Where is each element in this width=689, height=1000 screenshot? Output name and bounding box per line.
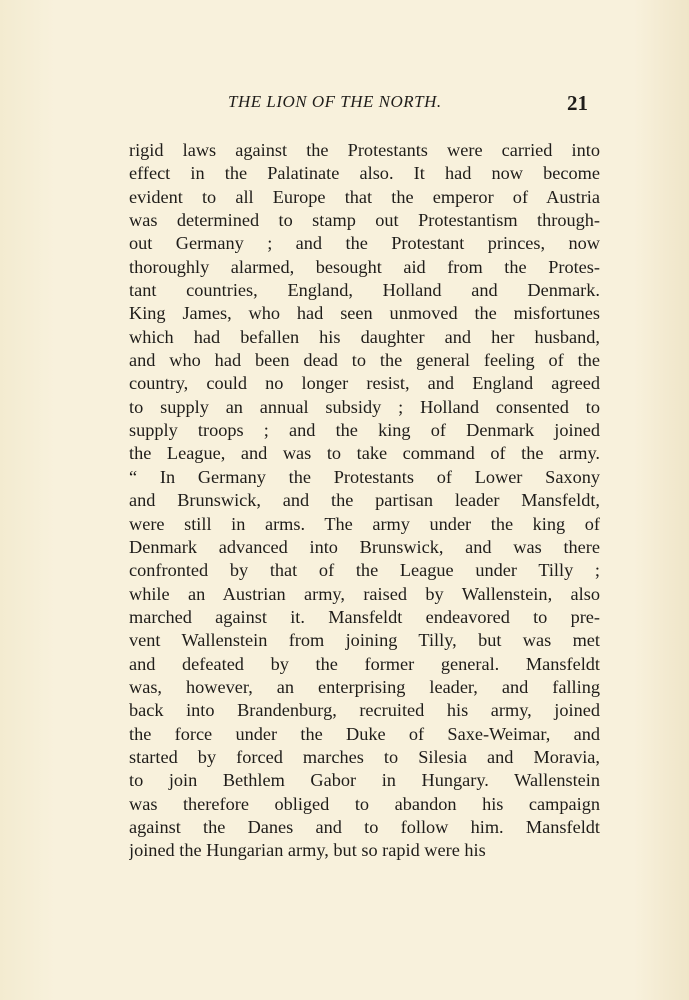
- text-line: rigid laws against the Protestants were carried into: [129, 140, 600, 160]
- text-line: effect in the Palatinate also. It had now become: [129, 163, 600, 184]
- text-line: was, however, an enterprising leader, and falling: [129, 676, 600, 697]
- running-head: [0, 92, 689, 118]
- text-line: thoroughly alarmed, besought aid from the Protes-: [129, 256, 600, 277]
- page-number: 21: [567, 91, 588, 115]
- body-text: [129, 139, 600, 863]
- text-line: against the Danes and to follow him. Mansfeldt: [129, 816, 600, 837]
- text-line: tant countries, England, Holland and Denmark.: [129, 280, 600, 301]
- text-line: was determined to stamp out Protestantism through-: [129, 210, 600, 231]
- running-title: THE LION OF THE NORTH.: [228, 92, 442, 111]
- text-line: vent Wallenstein from joining Tilly, but was met: [129, 630, 600, 651]
- text-line: started by forced marches to Silesia and Moravia,: [129, 746, 600, 767]
- text-line: to join Bethlem Gabor in Hungary. Wallenstein: [129, 770, 600, 791]
- text-line: the force under the Duke of Saxe-Weimar, and: [129, 723, 600, 744]
- text-line: and defeated by the former general. Mansfeldt: [129, 653, 600, 674]
- text-line: Denmark advanced into Brunswick, and was there: [129, 536, 600, 557]
- text-line: the League, and was to take command of the army.: [129, 443, 600, 464]
- text-line: while an Austrian army, raised by Wallenstein, also: [129, 583, 600, 604]
- text-line: King James, who had seen unmoved the misfortunes: [129, 303, 600, 324]
- text-line: evident to all Europe that the emperor of Austria: [129, 186, 600, 207]
- text-line: was therefore obliged to abandon his campaign: [129, 793, 600, 814]
- text-line: joined the Hungarian army, but so rapid were his: [129, 840, 486, 861]
- text-line: and Brunswick, and the partisan leader Mansfeldt,: [129, 490, 600, 511]
- text-line: marched against it. Mansfeldt endeavored to pre-: [129, 606, 600, 627]
- text-line: country, could no longer resist, and England agreed: [129, 373, 600, 394]
- text-line: confronted by that of the League under Tilly ;: [129, 560, 600, 581]
- text-line: out Germany ; and the Protestant princes, now: [129, 233, 600, 254]
- text-line: and who had been dead to the general feeling of the: [129, 350, 600, 371]
- text-line: back into Brandenburg, recruited his army, joined: [129, 700, 600, 721]
- text-line: “ In Germany the Protestants of Lower Saxony: [129, 466, 600, 487]
- text-line: to supply an annual subsidy ; Holland consented to: [129, 396, 600, 417]
- text-line: which had befallen his daughter and her husband,: [129, 326, 600, 347]
- text-line: were still in arms. The army under the king of: [129, 513, 600, 534]
- text-line: supply troops ; and the king of Denmark joined: [129, 420, 600, 441]
